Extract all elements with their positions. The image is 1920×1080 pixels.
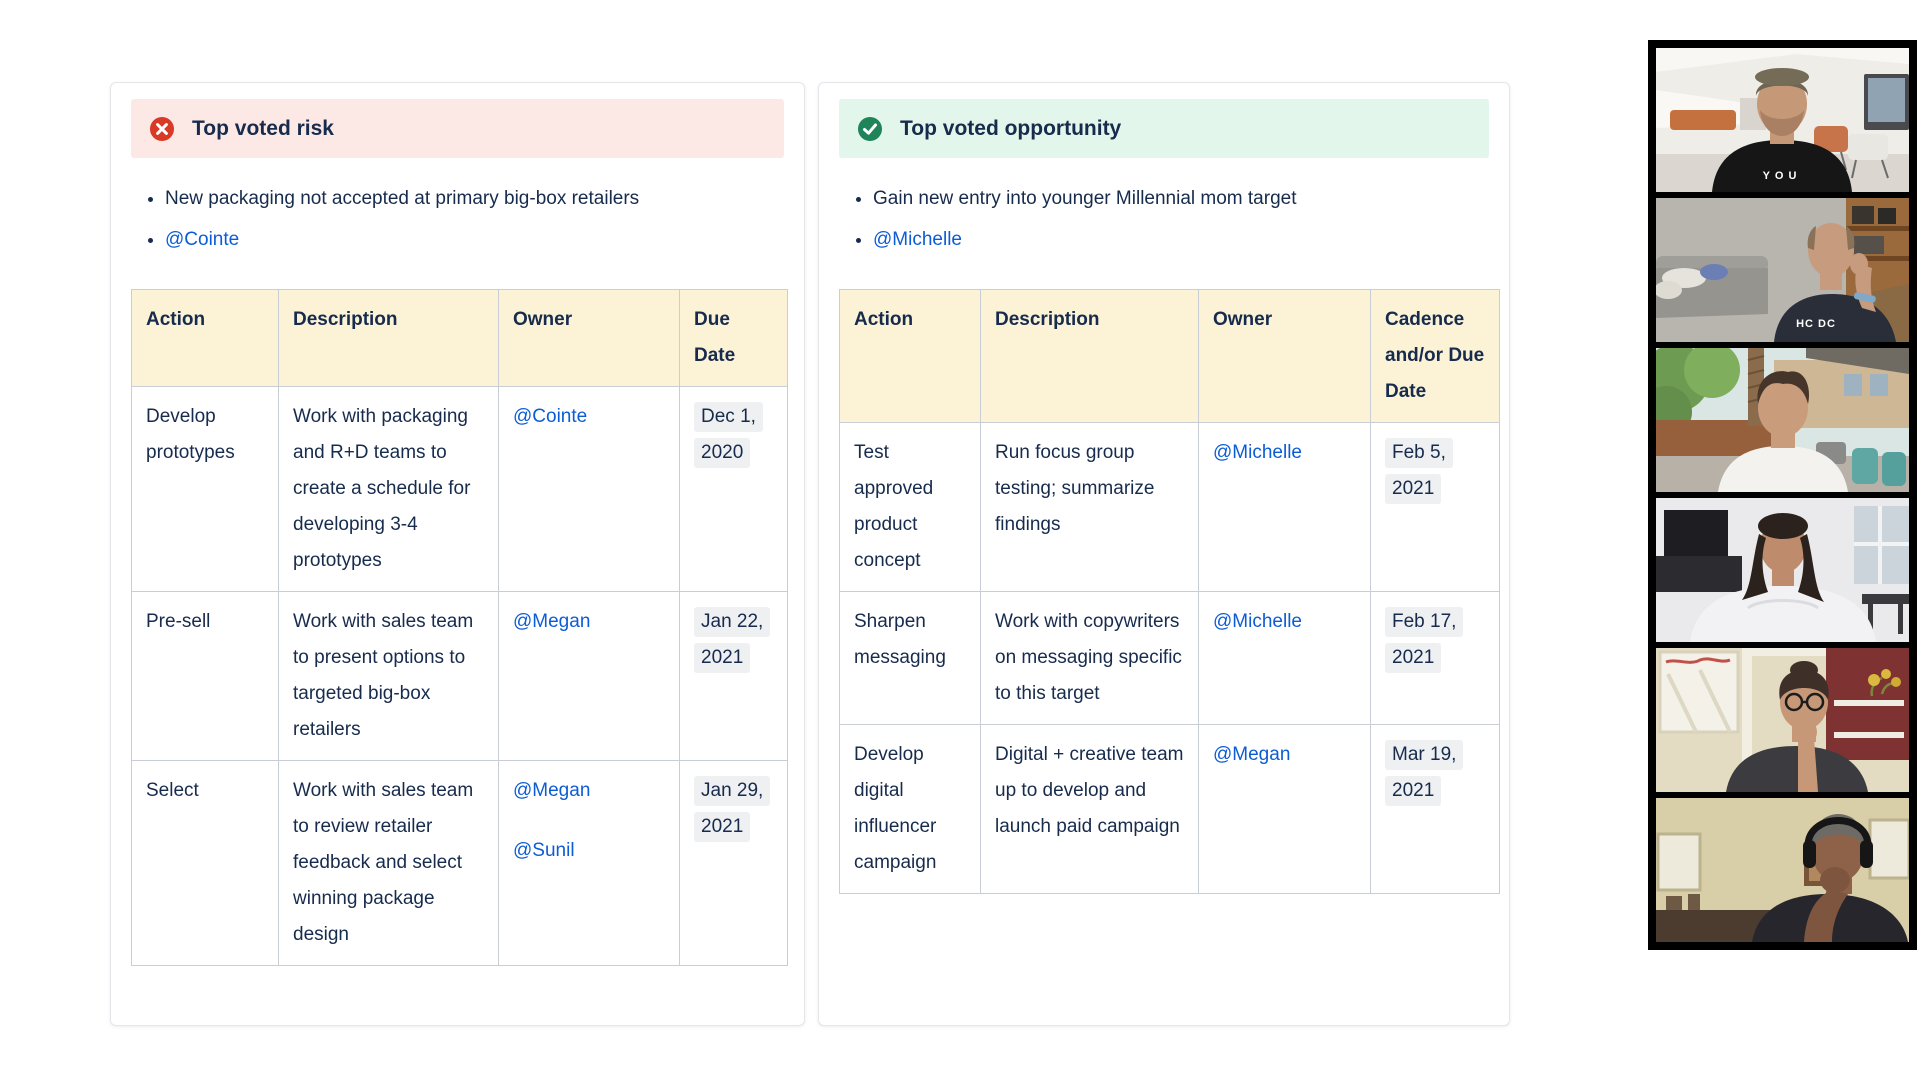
mention-link-cointe[interactable]: @Cointe — [165, 229, 240, 250]
cell-description: Run focus group testing; summarize findings — [981, 423, 1199, 592]
table-row — [132, 387, 788, 592]
risk-table-header-row — [132, 290, 788, 387]
participant-video-1[interactable] — [1656, 48, 1909, 192]
participant-video-4[interactable] — [1656, 498, 1909, 642]
mention-link-michelle[interactable]: @Michelle — [873, 229, 962, 250]
cell-description: Work with sales team to review retailer feedback and select winning package design — [279, 761, 499, 966]
column-header-action: Action — [132, 290, 279, 387]
risk-bullet-item — [165, 225, 784, 255]
participant-video-6[interactable] — [1656, 798, 1909, 942]
risk-banner-title: Top voted risk — [192, 116, 334, 140]
column-header-description: Description — [279, 290, 499, 387]
column-header-owner: Owner — [1199, 290, 1371, 423]
participant-video-2[interactable] — [1656, 198, 1909, 342]
cell-action: Test approved product concept — [840, 423, 981, 592]
cell-action: Sharpen messaging — [840, 592, 981, 725]
date-lozenge[interactable]: Feb 5, — [1385, 438, 1453, 468]
check-icon — [857, 116, 883, 142]
cell-owner — [1199, 592, 1371, 725]
date-lozenge[interactable]: Jan 22, — [694, 607, 770, 637]
mention-link[interactable]: @Cointe — [513, 406, 588, 427]
column-header-description: Description — [981, 290, 1199, 423]
mention-link[interactable]: @Michelle — [1213, 442, 1302, 463]
cell-due-date — [680, 761, 788, 966]
date-lozenge[interactable]: 2021 — [694, 812, 750, 842]
date-lozenge[interactable]: 2021 — [1385, 776, 1441, 806]
shirt-print-text: YOU — [1762, 170, 1802, 182]
date-lozenge[interactable]: Feb 17, — [1385, 607, 1463, 637]
table-row — [840, 725, 1500, 894]
table-row — [840, 592, 1500, 725]
mention-link[interactable]: @Michelle — [1213, 611, 1302, 632]
column-header-due-date: Due Date — [680, 290, 788, 387]
cell-owner — [499, 592, 680, 761]
cell-owner — [1199, 725, 1371, 894]
column-header-action: Action — [840, 290, 981, 423]
risk-panel — [110, 82, 805, 1026]
participant-video-3[interactable] — [1656, 348, 1909, 492]
cell-action: Develop prototypes — [132, 387, 279, 592]
table-row — [132, 761, 788, 966]
mention-link[interactable]: @Megan — [513, 611, 591, 632]
opportunity-bullet-list — [839, 184, 1489, 255]
table-row — [132, 592, 788, 761]
opportunity-banner — [839, 99, 1489, 158]
risk-bullet-item — [165, 184, 784, 214]
date-lozenge[interactable]: 2021 — [1385, 474, 1441, 504]
opportunity-panel — [818, 82, 1510, 1026]
date-lozenge[interactable]: 2021 — [1385, 643, 1441, 673]
cell-due-date — [680, 387, 788, 592]
column-header-cadence: Cadence and/or Due Date — [1371, 290, 1500, 423]
date-lozenge[interactable]: 2021 — [694, 643, 750, 673]
video-call-strip — [1648, 40, 1917, 950]
cell-action: Develop digital influencer campaign — [840, 725, 981, 894]
cell-due-date — [680, 592, 788, 761]
cell-due-date — [1371, 423, 1500, 592]
mention-link[interactable]: @Megan — [513, 780, 591, 801]
cell-description: Work with packaging and R+D teams to create a schedule for developing 3-4 prototypes — [279, 387, 499, 592]
cell-due-date — [1371, 725, 1500, 894]
error-icon — [149, 116, 175, 142]
risk-banner — [131, 99, 784, 158]
opportunity-banner-title: Top voted opportunity — [900, 116, 1122, 140]
date-lozenge[interactable]: Dec 1, — [694, 402, 763, 432]
cell-description: Digital + creative team up to develop and launch paid campaign — [981, 725, 1199, 894]
cell-action: Pre-sell — [132, 592, 279, 761]
column-header-owner: Owner — [499, 290, 680, 387]
opportunity-table — [839, 289, 1500, 894]
cell-description: Work with sales team to present options to targeted big-box retailers — [279, 592, 499, 761]
cell-action: Select — [132, 761, 279, 966]
opportunity-bullet-item — [873, 184, 1489, 214]
risk-bullet-list — [131, 184, 784, 255]
opportunity-table-header-row — [840, 290, 1500, 423]
cell-owner — [499, 761, 680, 966]
cell-owner — [499, 387, 680, 592]
date-lozenge[interactable]: 2020 — [694, 438, 750, 468]
participant-video-5[interactable] — [1656, 648, 1909, 792]
risk-table — [131, 289, 788, 966]
opportunity-bullet-item — [873, 225, 1489, 255]
opportunity-bullet-text: Gain new entry into younger Millennial mom target — [873, 188, 1297, 209]
date-lozenge[interactable]: Mar 19, — [1385, 740, 1463, 770]
date-lozenge[interactable]: Jan 29, — [694, 776, 770, 806]
shirt-print-text: HC DC — [1796, 318, 1836, 330]
cell-description: Work with copywriters on messaging specific to this target — [981, 592, 1199, 725]
cell-due-date — [1371, 592, 1500, 725]
mention-link[interactable]: @Megan — [1213, 744, 1291, 765]
mention-link[interactable]: @Sunil — [513, 840, 575, 861]
cell-owner — [1199, 423, 1371, 592]
risk-bullet-text: New packaging not accepted at primary big-box retailers — [165, 188, 640, 209]
table-row — [840, 423, 1500, 592]
